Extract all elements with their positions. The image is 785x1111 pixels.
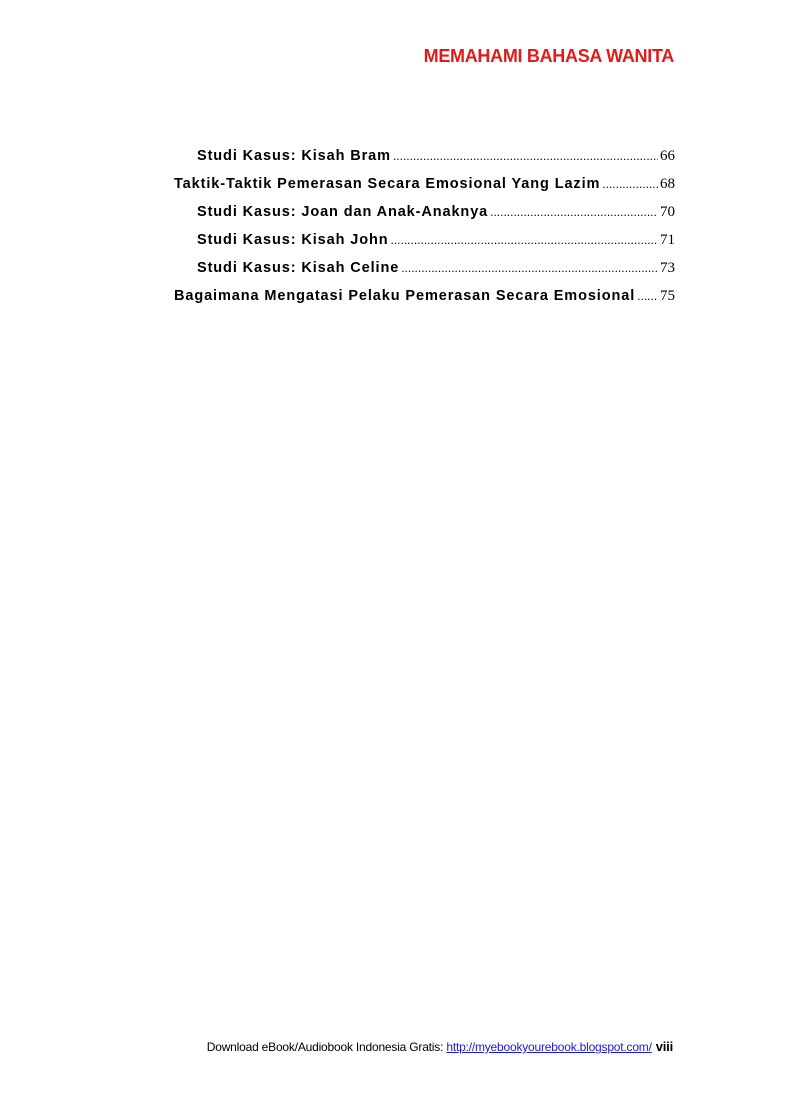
toc-entry[interactable] (170, 288, 675, 316)
toc-entry-label: Studi Kasus: Kisah John (197, 232, 389, 248)
table-of-contents (170, 148, 675, 316)
toc-leader-dots (602, 177, 658, 191)
toc-leader-dots (401, 261, 658, 275)
toc-entry-page: 75 (660, 288, 675, 304)
toc-entry-label: Taktik-Taktik Pemerasan Secara Emosional Yang Lazim (174, 176, 601, 192)
toc-leader-dots (391, 233, 659, 247)
page-header-title: MEMAHAMI BAHASA WANITA (423, 46, 674, 66)
toc-entry-page: 71 (660, 232, 675, 248)
toc-entry-label: Bagaimana Mengatasi Pelaku Pemerasan Secara Emosional (174, 288, 636, 304)
toc-leader-dots (490, 205, 658, 219)
toc-leader-dots (393, 149, 658, 163)
toc-entry-page: 70 (660, 204, 675, 220)
toc-entry[interactable] (170, 204, 675, 232)
toc-entry-page: 68 (660, 176, 675, 192)
toc-entry[interactable] (170, 232, 675, 260)
toc-entry[interactable] (170, 260, 675, 288)
toc-entry-label: Studi Kasus: Kisah Bram (197, 148, 391, 164)
page-footer (207, 1039, 673, 1054)
toc-entry-label: Studi Kasus: Joan dan Anak-Anaknya (197, 204, 489, 220)
toc-entry-page: 66 (660, 148, 675, 164)
toc-leader-dots (637, 289, 658, 303)
footer-link[interactable]: http://myebookyourebook.blogspot.com/ (446, 1040, 652, 1054)
toc-entry-page: 73 (660, 260, 675, 276)
footer-text: Download eBook/Audiobook Indonesia Gratis: (206, 1040, 447, 1054)
toc-entry[interactable] (170, 148, 675, 176)
toc-entry[interactable] (170, 176, 675, 204)
toc-entry-label: Studi Kasus: Kisah Celine (197, 260, 400, 276)
footer-page-number: viii (655, 1039, 673, 1054)
